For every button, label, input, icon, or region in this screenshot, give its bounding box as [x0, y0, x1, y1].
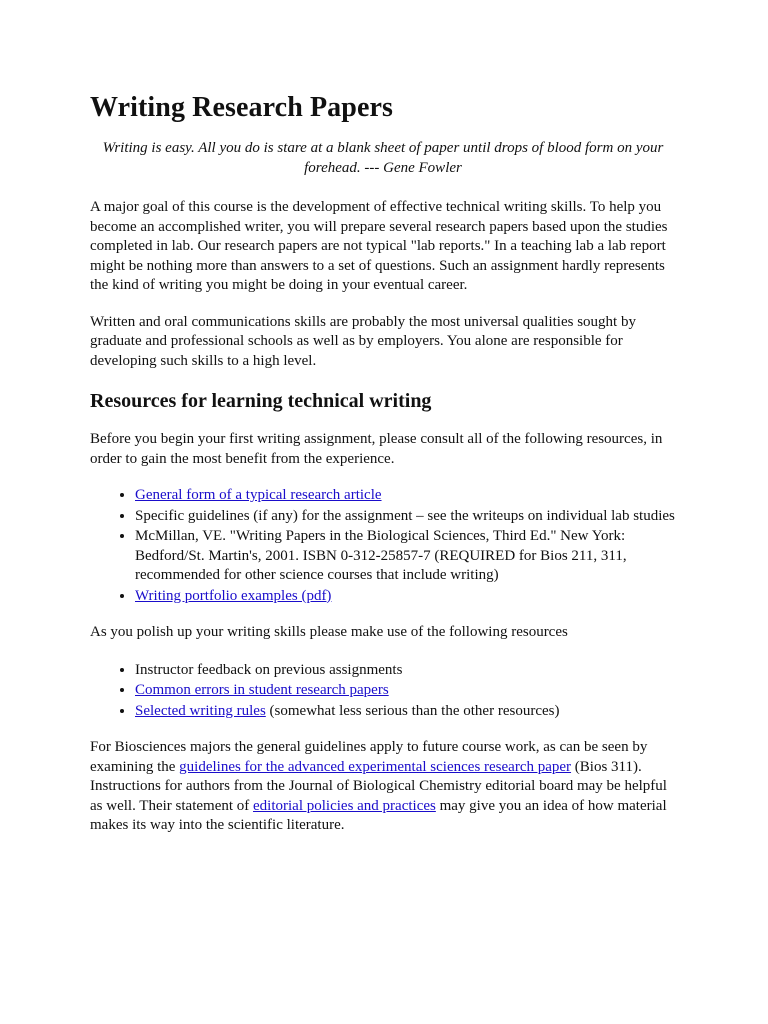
list-item: [135, 701, 676, 722]
section-heading: Resources for learning technical writing: [90, 390, 432, 412]
list-item-text: (somewhat less serious than the other resources): [265, 702, 560, 719]
selected-writing-rules-link[interactable]: Selected writing rules: [135, 702, 266, 719]
paragraph-text: may give you an idea of how material makes its way into the scientific literature.: [90, 797, 667, 833]
list-item-text: McMillan, VE. "Writing Papers in the Biological Sciences, Third Ed." New York: Bedford/St. Martin's, 2001. ISBN 0-312-25857-7 (REQUIRED for Bios 211, 311, recommended for other science courses that include writing): [135, 528, 627, 583]
list-item: [135, 485, 676, 506]
general-form-link[interactable]: General form of a typical research article: [135, 487, 382, 503]
list-item: [135, 506, 676, 527]
polish-skills-paragraph: As you polish up your writing skills please make use of the following resources: [90, 624, 568, 640]
resources-list: [90, 485, 676, 606]
common-errors-link[interactable]: Common errors in student research papers: [135, 682, 389, 698]
list-item-text: Instructor feedback on previous assignments: [135, 661, 403, 678]
paragraph-text: For Biosciences majors the general guidelines apply to future course work, as can be seen by examining the: [90, 739, 648, 775]
list-item: [135, 680, 676, 701]
polish-resources-list: [90, 660, 676, 722]
list-item: [135, 586, 676, 607]
paragraph-text: (Bios 311). Instructions for authors from the Journal of Biological Chemistry editorial board may be helpful as well. Their statement of: [90, 758, 667, 814]
writing-portfolio-link[interactable]: Writing portfolio examples (pdf): [135, 587, 332, 604]
biosciences-paragraph: [90, 738, 676, 836]
list-item: [135, 526, 676, 586]
editorial-policies-link[interactable]: editorial policies and practices: [253, 797, 436, 814]
page-title: Writing Research Papers: [90, 92, 393, 123]
before-you-begin-paragraph: Before you begin your first writing assignment, please consult all of the following resources, in order to gain the most benefit from the experience.: [90, 431, 663, 467]
advanced-guidelines-link[interactable]: guidelines for the advanced experimental sciences research paper: [179, 758, 572, 775]
communication-skills-paragraph: Written and oral communications skills are probably the most universal qualities sought by graduate and professional schools as well as by employers. You alone are responsible for developing such skills to a high level.: [90, 313, 636, 369]
list-item: [135, 660, 676, 681]
list-item-text: Specific guidelines (if any) for the assignment – see the writeups on individual lab studies: [135, 507, 675, 524]
intro-paragraph: A major goal of this course is the development of effective technical writing skills. To help you become an accomplished writer, you will prepare several research papers based upon the studies completed in lab. Our research papers are not typical "lab reports." In a teaching lab a lab report might be nothing more than answers to a set of questions. Such an assignment hardly represents the kind of writing you might be doing in your eventual career.: [90, 199, 668, 293]
epigraph-quote: Writing is easy. All you do is stare at a blank sheet of paper until drops of blood form on your forehead. --- Gene Fowler: [102, 140, 664, 176]
